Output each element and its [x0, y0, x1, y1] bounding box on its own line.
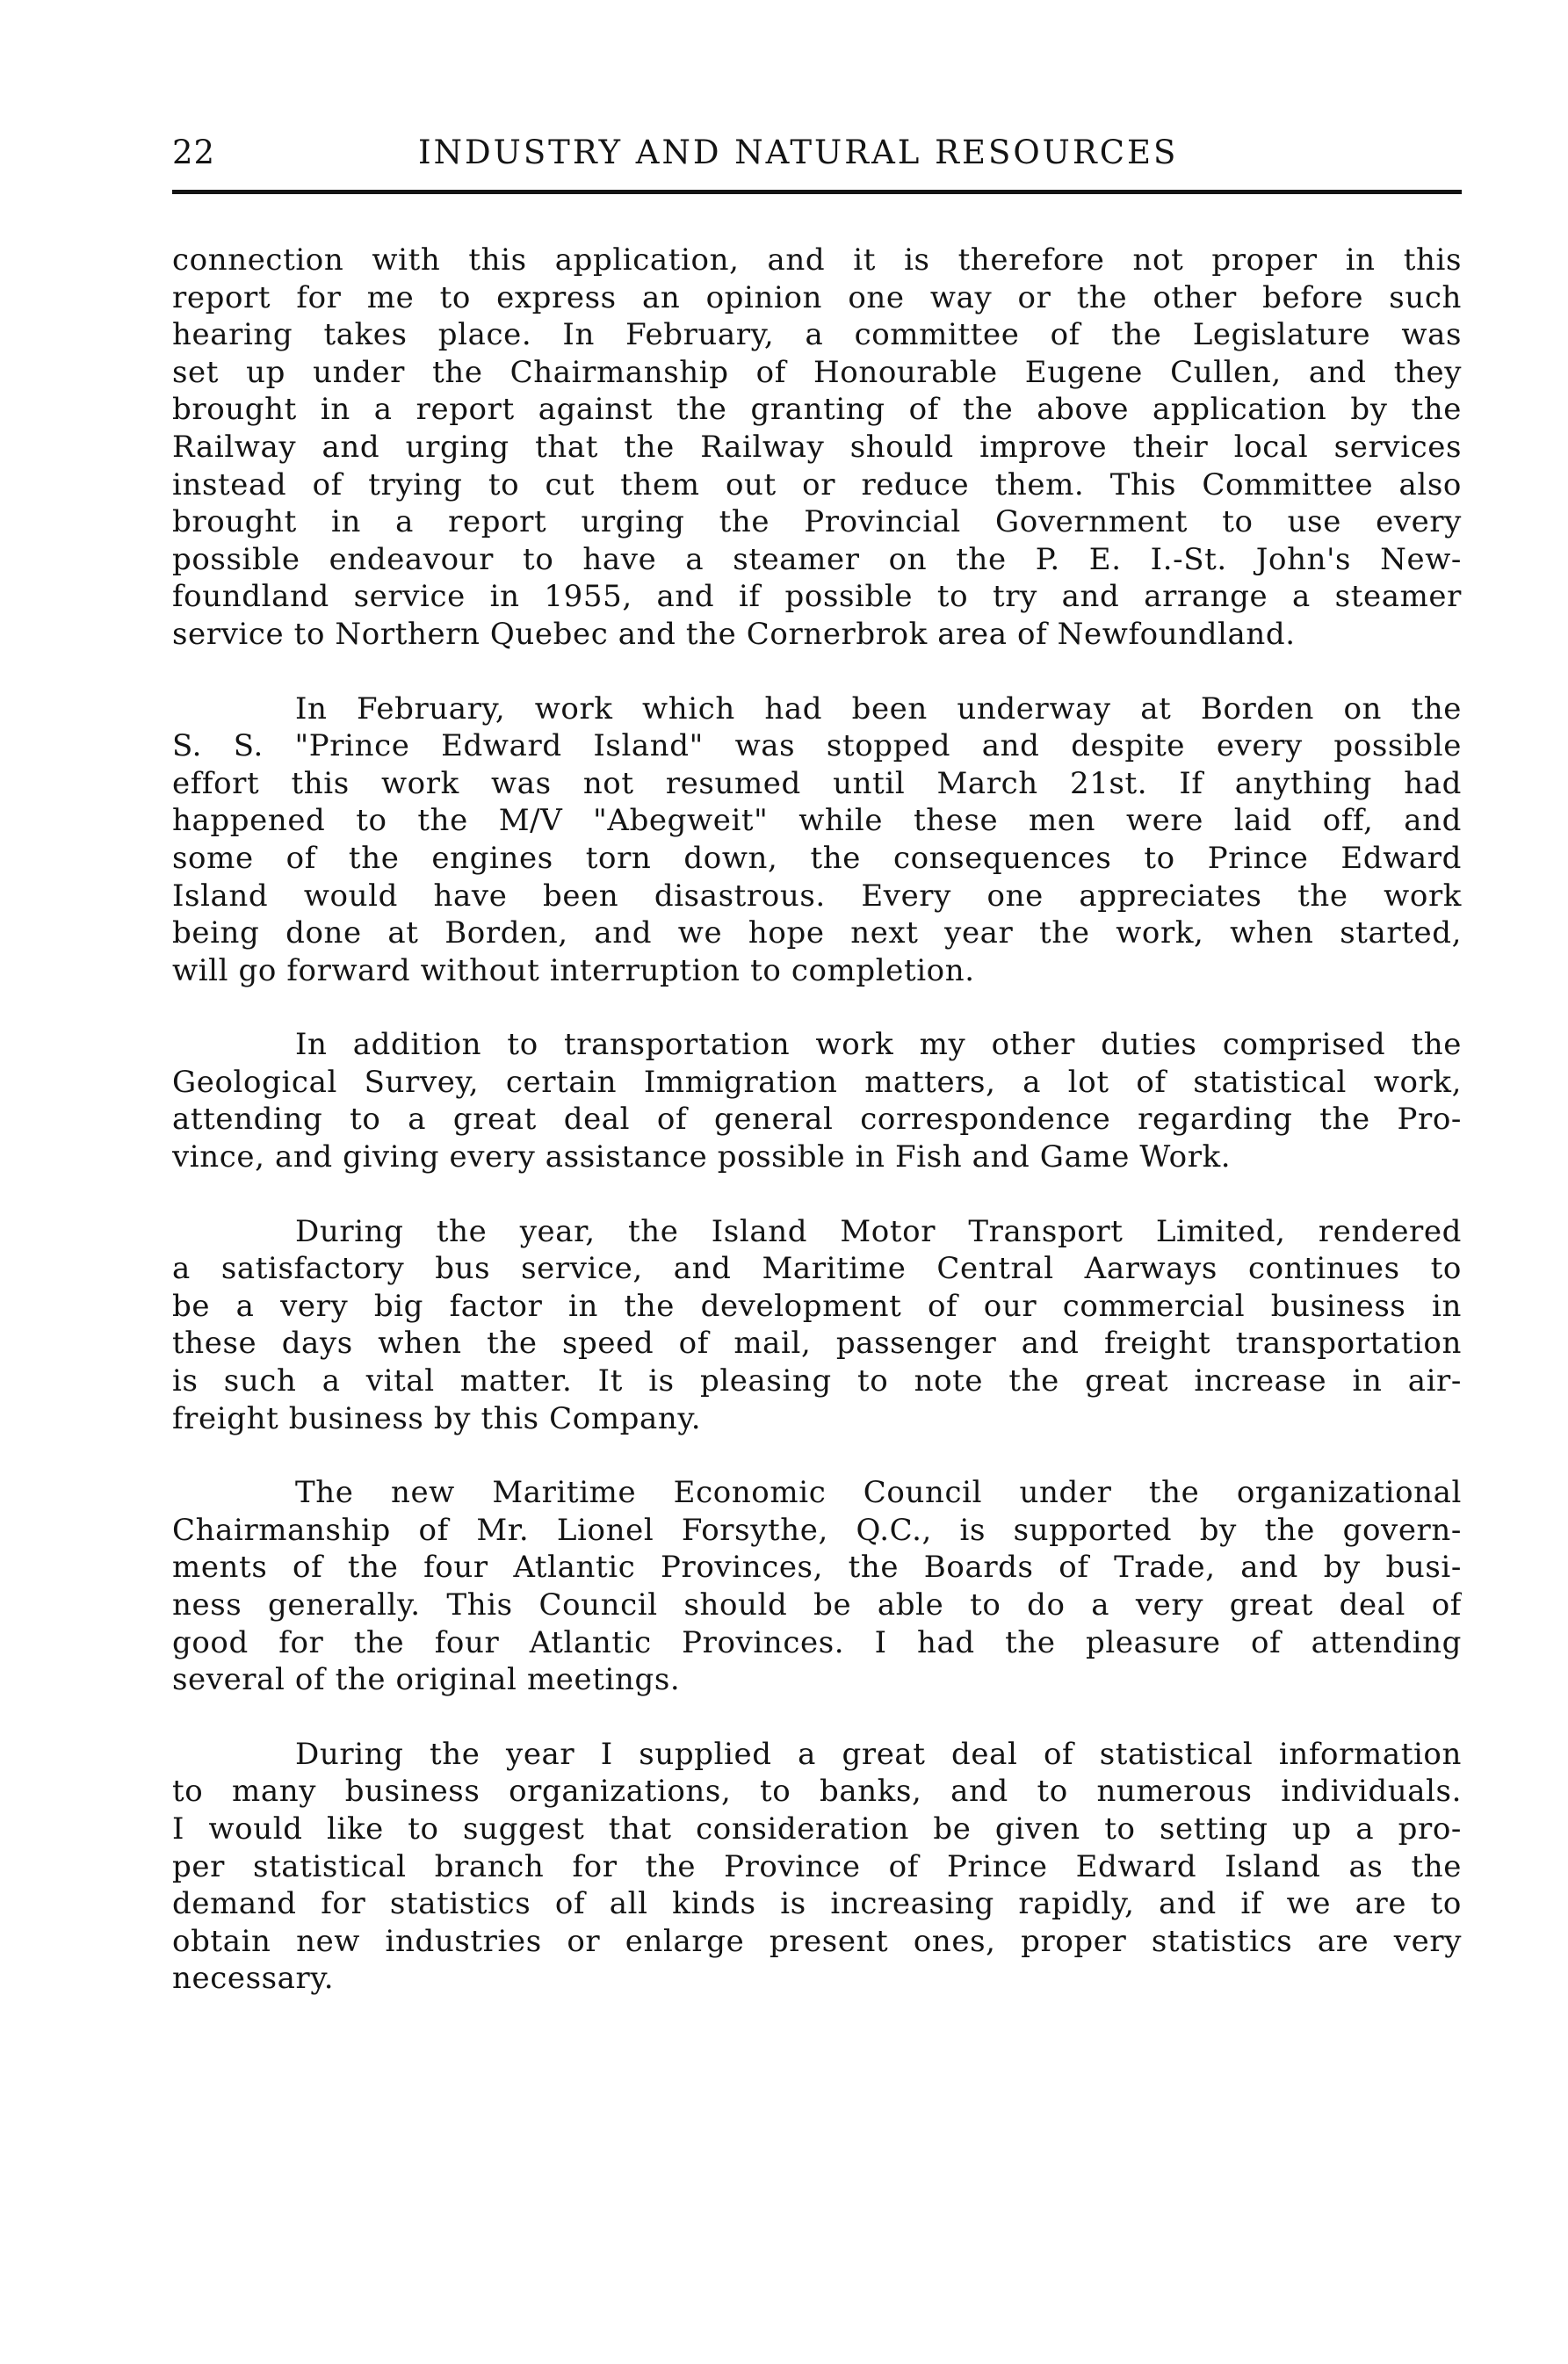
- text-line: The new Maritime Economic Council under the organizational: [295, 1475, 1462, 1511]
- body-text: [172, 242, 1462, 2035]
- text-line: demand for statistics of all kinds is increasing rapidly, and if we are to: [172, 1886, 1462, 1922]
- text-line: In February, work which had been underway at Borden on the: [295, 690, 1462, 727]
- text-line: I would like to suggest that consideration be given to setting up a pro-: [172, 1811, 1462, 1847]
- text-line: S. S. "Prince Edward Island" was stopped and despite every possible: [172, 728, 1462, 764]
- page-header: [172, 134, 1463, 186]
- text-line: to many business organizations, to banks, and to numerous individuals.: [172, 1774, 1462, 1810]
- text-line: service to Northern Quebec and the Cornerbrok area of Newfoundland.: [172, 616, 1296, 652]
- text-line: ments of the four Atlantic Provinces, the Boards of Trade, and by busi-: [172, 1550, 1462, 1586]
- text-line: connection with this application, and it is therefore not proper in this: [172, 242, 1462, 278]
- text-line: ness generally. This Council should be able to do a very great deal of: [172, 1587, 1462, 1623]
- text-line: good for the four Atlantic Provinces. I had the pleasure of attending: [172, 1624, 1462, 1660]
- text-line: happened to the M/V "Abegweit" while these men were laid off, and: [172, 803, 1462, 839]
- text-line: is such a vital matter. It is pleasing to note the great increase in air-: [172, 1363, 1462, 1399]
- text-line: During the year I supplied a great deal of statistical information: [295, 1736, 1462, 1772]
- text-line: set up under the Chairmanship of Honourable Eugene Cullen, and they: [172, 354, 1462, 390]
- paragraph: [172, 242, 1462, 654]
- text-line: will go forward without interruption to completion.: [172, 952, 975, 988]
- text-line: brought in a report against the granting of the above application by the: [172, 392, 1462, 428]
- text-line: some of the engines torn down, the consequences to Prince Edward: [172, 840, 1462, 876]
- text-line: a satisfactory bus service, and Maritime Central Aarways continues to: [172, 1251, 1462, 1287]
- text-line: possible endeavour to have a steamer on the P. E. I.-St. John's New-: [172, 541, 1462, 577]
- text-line: being done at Borden, and we hope next year the work, when started,: [172, 915, 1462, 951]
- text-line: report for me to express an opinion one way or the other before such: [172, 279, 1462, 315]
- paragraph: [172, 1213, 1462, 1438]
- text-line: foundland service in 1955, and if possible to try and arrange a steamer: [172, 579, 1462, 615]
- header-rule: [172, 190, 1462, 194]
- text-line: brought in a report urging the Provincial Government to use every: [172, 504, 1462, 540]
- text-line: Chairmanship of Mr. Lionel Forsythe, Q.C., is supported by the govern-: [172, 1512, 1462, 1548]
- text-line: obtain new industries or enlarge present ones, proper statistics are very: [172, 1923, 1462, 1959]
- page-number: 22: [172, 134, 216, 171]
- text-line: effort this work was not resumed until March 21st. If anything had: [172, 765, 1462, 801]
- text-line: Geological Survey, certain Immigration matters, a lot of statistical work,: [172, 1064, 1462, 1100]
- text-line: Island would have been disastrous. Every one appreciates the work: [172, 878, 1462, 914]
- text-line: instead of trying to cut them out or reduce them. This Committee also: [172, 466, 1462, 502]
- text-line: vince, and giving every assistance possible in Fish and Game Work.: [172, 1139, 1232, 1175]
- text-line: per statistical branch for the Province of Prince Edward Island as the: [172, 1848, 1462, 1884]
- running-title: INDUSTRY AND NATURAL RESOURCES: [418, 134, 1179, 171]
- paragraph: [172, 1026, 1462, 1175]
- text-line: be a very big factor in the development of our commercial business in: [172, 1288, 1462, 1324]
- paragraph: [172, 690, 1462, 990]
- text-line: Railway and urging that the Railway should improve their local services: [172, 429, 1462, 465]
- text-line: During the year, the Island Motor Transport Limited, rendered: [295, 1213, 1462, 1249]
- text-line: hearing takes place. In February, a committee of the Legislature was: [172, 317, 1462, 353]
- text-line: attending to a great deal of general correspondence regarding the Pro-: [172, 1102, 1462, 1138]
- paragraph: [172, 1736, 1462, 1998]
- text-line: In addition to transportation work my other duties comprised the: [295, 1027, 1462, 1063]
- paragraph: [172, 1474, 1462, 1699]
- text-line: several of the original meetings.: [172, 1662, 681, 1698]
- text-line: freight business by this Company.: [172, 1400, 702, 1436]
- text-line: necessary.: [172, 1961, 335, 1997]
- text-line: these days when the speed of mail, passenger and freight transportation: [172, 1326, 1462, 1362]
